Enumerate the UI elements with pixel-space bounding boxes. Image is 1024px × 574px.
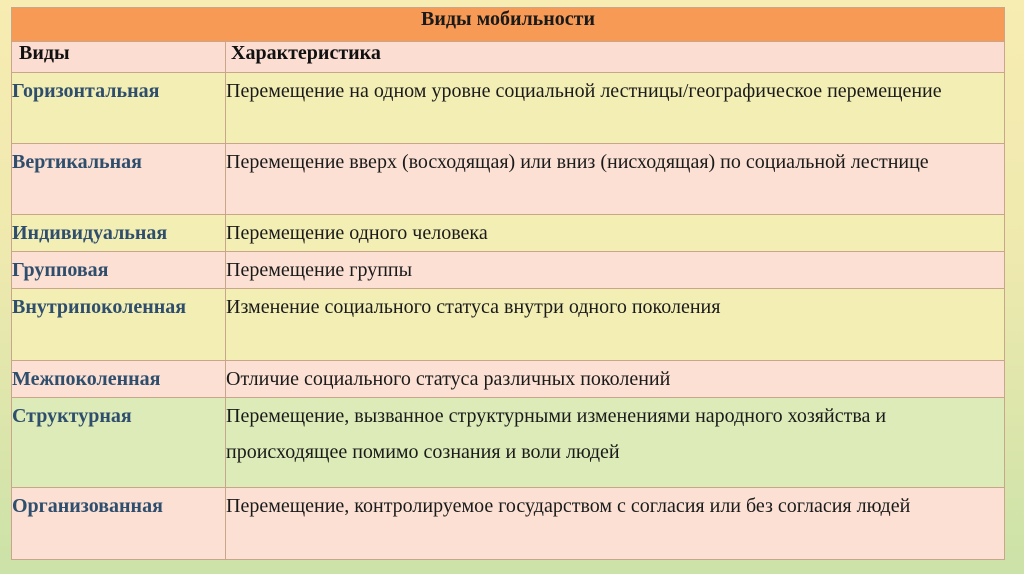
mobility-type-cell: Вертикальная <box>12 144 226 215</box>
mobility-types-table <box>11 7 1005 560</box>
table-row <box>12 398 1005 488</box>
column-header-description <box>226 42 1005 73</box>
table-title-row <box>12 8 1005 42</box>
mobility-description-cell: Перемещение на одном уровне социальной лестницы/географическое перемещение <box>226 73 1005 144</box>
table-title: Виды мобильности <box>12 8 1005 42</box>
table-row <box>12 361 1005 398</box>
table-row <box>12 252 1005 289</box>
table-row <box>12 73 1005 144</box>
column-header-description-label: Характеристика <box>231 42 381 64</box>
mobility-type-cell: Индивидуальная <box>12 215 226 252</box>
mobility-type-cell: Структурная <box>12 398 226 488</box>
table-header-row <box>12 42 1005 73</box>
mobility-description-cell: Отличие социального статуса различных поколений <box>226 361 1005 398</box>
mobility-description-cell: Перемещение, контролируемое государством с согласия или без согласия людей <box>226 488 1005 560</box>
mobility-type-cell: Организованная <box>12 488 226 560</box>
mobility-description-cell: Перемещение группы <box>226 252 1005 289</box>
column-header-type-label: Виды <box>19 42 70 64</box>
mobility-type-cell: Групповая <box>12 252 226 289</box>
mobility-description-cell: Перемещение вверх (восходящая) или вниз (нисходящая) по социальной лестнице <box>226 144 1005 215</box>
table-row <box>12 289 1005 361</box>
mobility-type-cell: Горизонтальная <box>12 73 226 144</box>
mobility-description-cell: Перемещение одного человека <box>226 215 1005 252</box>
table-row <box>12 488 1005 560</box>
table-row <box>12 215 1005 252</box>
column-header-type <box>12 42 226 73</box>
mobility-type-cell: Межпоколенная <box>12 361 226 398</box>
mobility-type-cell: Внутрипоколенная <box>12 289 226 361</box>
mobility-description-cell: Изменение социального статуса внутри одного поколения <box>226 289 1005 361</box>
mobility-description-cell: Перемещение, вызванное структурными изменениями народного хозяйства и происходящее помимо сознания и воли людей <box>226 398 1005 488</box>
table-row <box>12 144 1005 215</box>
